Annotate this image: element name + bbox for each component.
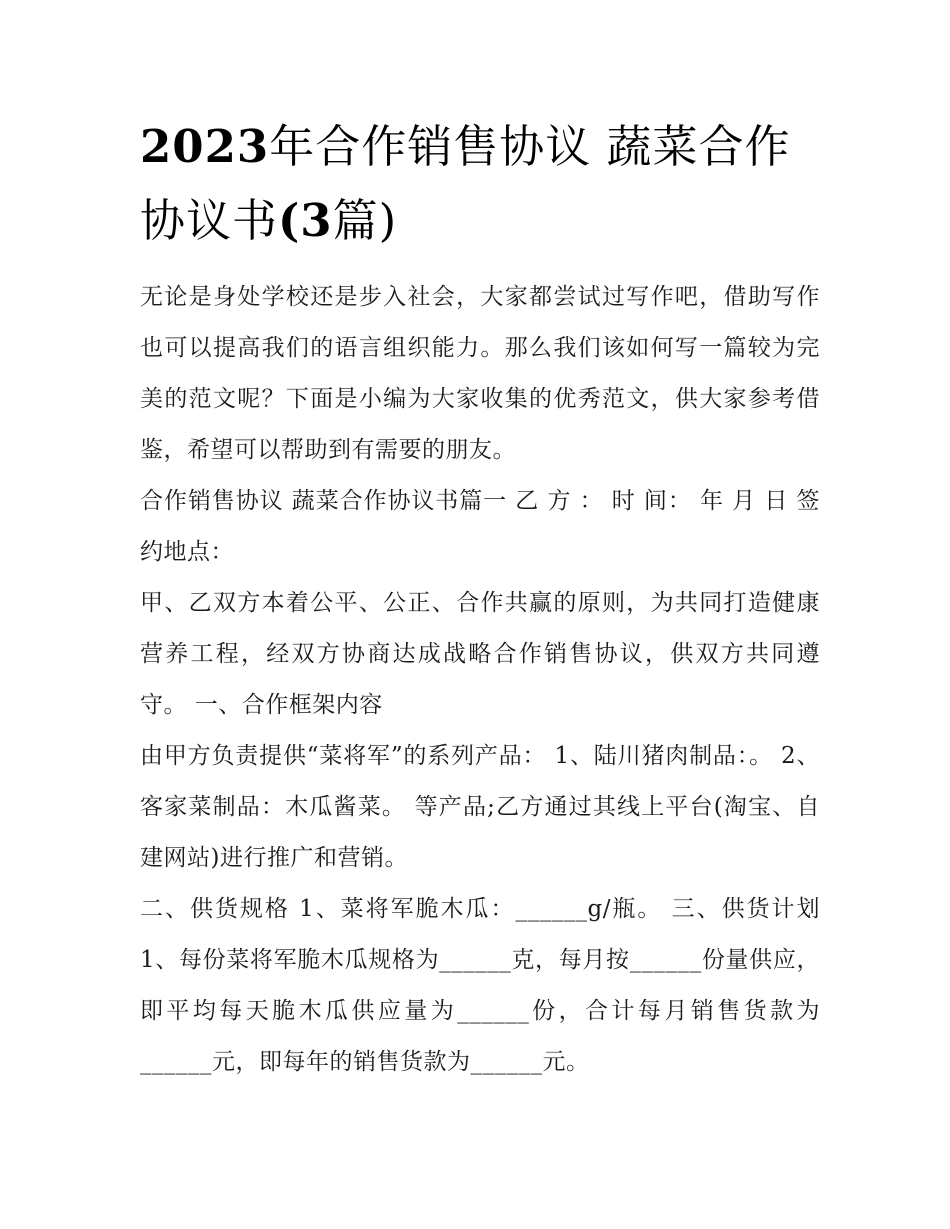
- title-year: 2023: [140, 120, 270, 173]
- agreement-header-paragraph: 合作销售协议 蔬菜合作协议书篇一 乙 方 ： 时 间： 年 月 日 签约地点：: [140, 488, 820, 565]
- title-main-text: 年合作销售协议 蔬菜合作协议书: [140, 120, 791, 247]
- document-body: [140, 110, 820, 1088]
- title-count: (3: [278, 194, 333, 247]
- products-paragraph: 由甲方负责提供“菜将军”的系列产品： 1、陆川猪肉制品：。 2、客家菜制品：木瓜酱菜。 等产品;乙方通过其线上平台(淘宝、自建网站)进行推广和营销。: [140, 743, 820, 871]
- principle-paragraph: 甲、乙双方本着公平、公正、合作共赢的原则，为共同打造健康营养工程，经双方协商达成战略合作销售协议，供双方共同遵守。 一、合作框架内容: [140, 590, 820, 718]
- intro-paragraph: 无论是身处学校还是步入社会，大家都尝试过写作吧，借助写作也可以提高我们的语言组织能力。那么我们该如何写一篇较为完美的范文呢？下面是小编为大家收集的优秀范文，供大家参考借鉴，希望可以帮助到有需要的朋友。: [140, 284, 820, 463]
- document-title: [140, 110, 820, 258]
- title-suffix: 篇): [332, 194, 398, 247]
- supply-plan-paragraph: 二、供货规格 1、菜将军脆木瓜：______g/瓶。 三、供货计划 1、每份菜将军脆木瓜规格为______克，每月按______份量供应，即平均每天脆木瓜供应量为______份，合计每月销售货款为______元，即每年的销售货款为______元。: [140, 896, 820, 1075]
